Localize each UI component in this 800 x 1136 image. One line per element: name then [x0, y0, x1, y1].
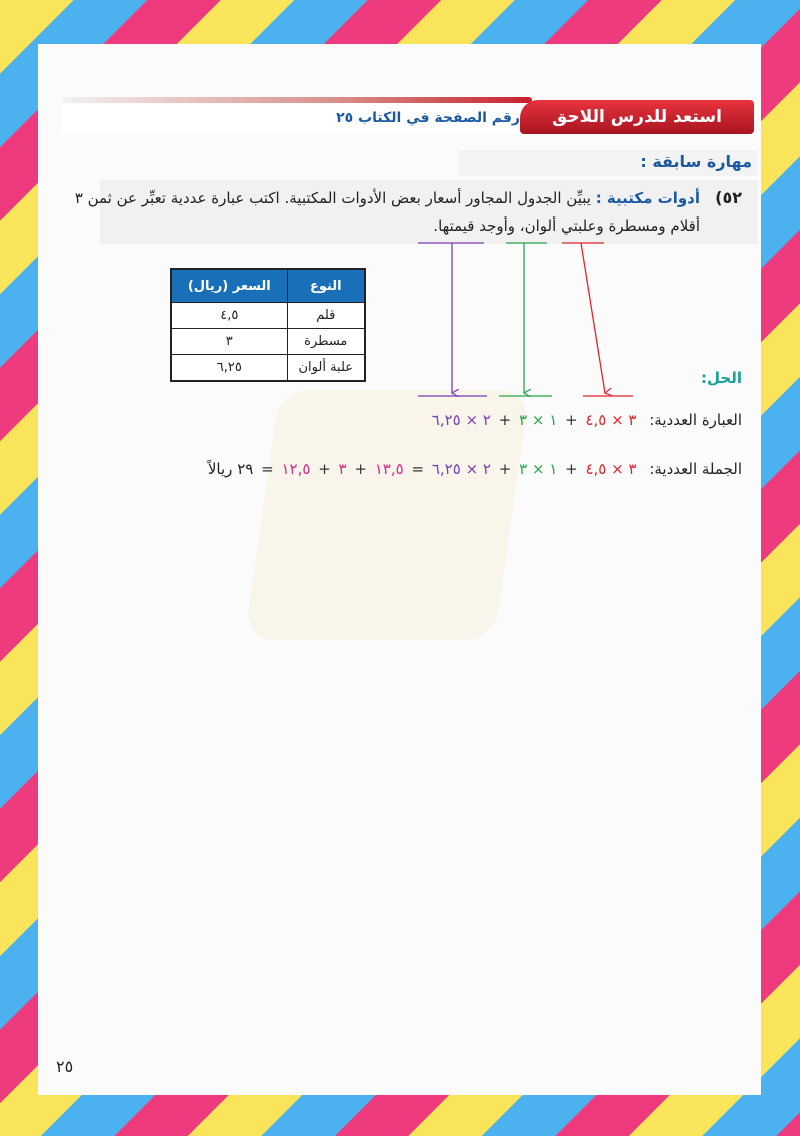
plus-sign: + [565, 411, 578, 429]
expression-ruler-term: ١ × ٣ [519, 411, 558, 429]
table-row [171, 303, 365, 329]
partial-ruler-value: ٣ [338, 460, 347, 478]
expression-colors-term: ٢ × ٦,٢٥ [431, 411, 491, 429]
table-row [171, 329, 365, 355]
numeric-expression-line [432, 411, 742, 429]
expression-label: العبارة العددية: [649, 411, 742, 429]
skill-heading: مهارة سابقة : [640, 152, 752, 171]
equation-colors-term: ٢ × ٦,٢٥ [431, 460, 491, 478]
table-cell-item: علبة ألوان [287, 355, 365, 382]
equation-ruler-term: ١ × ٣ [519, 460, 558, 478]
equals-sign: = [411, 460, 425, 478]
plus-sign: + [354, 460, 367, 478]
equals-sign: = [261, 460, 274, 478]
table-cell-price: ٦,٢٥ [171, 355, 287, 382]
plus-sign: + [318, 460, 331, 478]
price-table [170, 268, 366, 382]
final-result: ٢٩ ريالاً [207, 460, 254, 478]
table-cell-price: ٣ [171, 329, 287, 355]
question-topic: أدوات مكتبية : [595, 189, 700, 207]
plus-sign: + [498, 411, 512, 429]
price-table-header-row [171, 269, 365, 303]
numeric-equation-line [208, 460, 742, 478]
equation-pen-term: ٣ × ٤,٥ [585, 460, 637, 478]
plus-sign: + [498, 460, 512, 478]
header-type: النوع [287, 269, 365, 303]
plus-sign: + [565, 460, 578, 478]
book-page-reference: رقم الصفحة في الكتاب ٢٥ [336, 110, 520, 126]
section-ribbon [520, 100, 754, 134]
solution-label: الحل: [701, 369, 742, 387]
question-number: ٥٢) [715, 188, 742, 207]
question-text-block [70, 184, 742, 240]
section-title: استعد للدرس اللاحق [552, 107, 722, 127]
table-cell-price: ٤,٥ [171, 303, 287, 329]
table-row [171, 355, 365, 382]
header-price: السعر (ريال) [171, 269, 287, 303]
equation-label: الجملة العددية: [649, 460, 742, 478]
page-number: ٢٥ [56, 1057, 74, 1076]
partial-colors-value: ١٢,٥ [281, 460, 311, 478]
table-cell-item: قلم [287, 303, 365, 329]
header-rule [62, 97, 532, 103]
expression-pen-term: ٣ × ٤,٥ [585, 411, 637, 429]
question-text: يبيِّن الجدول المجاور أسعار بعض الأدوات المكتبية. اكتب عبارة عددية تعبِّر عن ثمن ٣ أقلام ومسطرة وعلبتي ألوان، وأوجد قيمتها. [74, 189, 700, 235]
table-cell-item: مسطرة [287, 329, 365, 355]
partial-pen-value: ١٣,٥ [374, 460, 404, 478]
